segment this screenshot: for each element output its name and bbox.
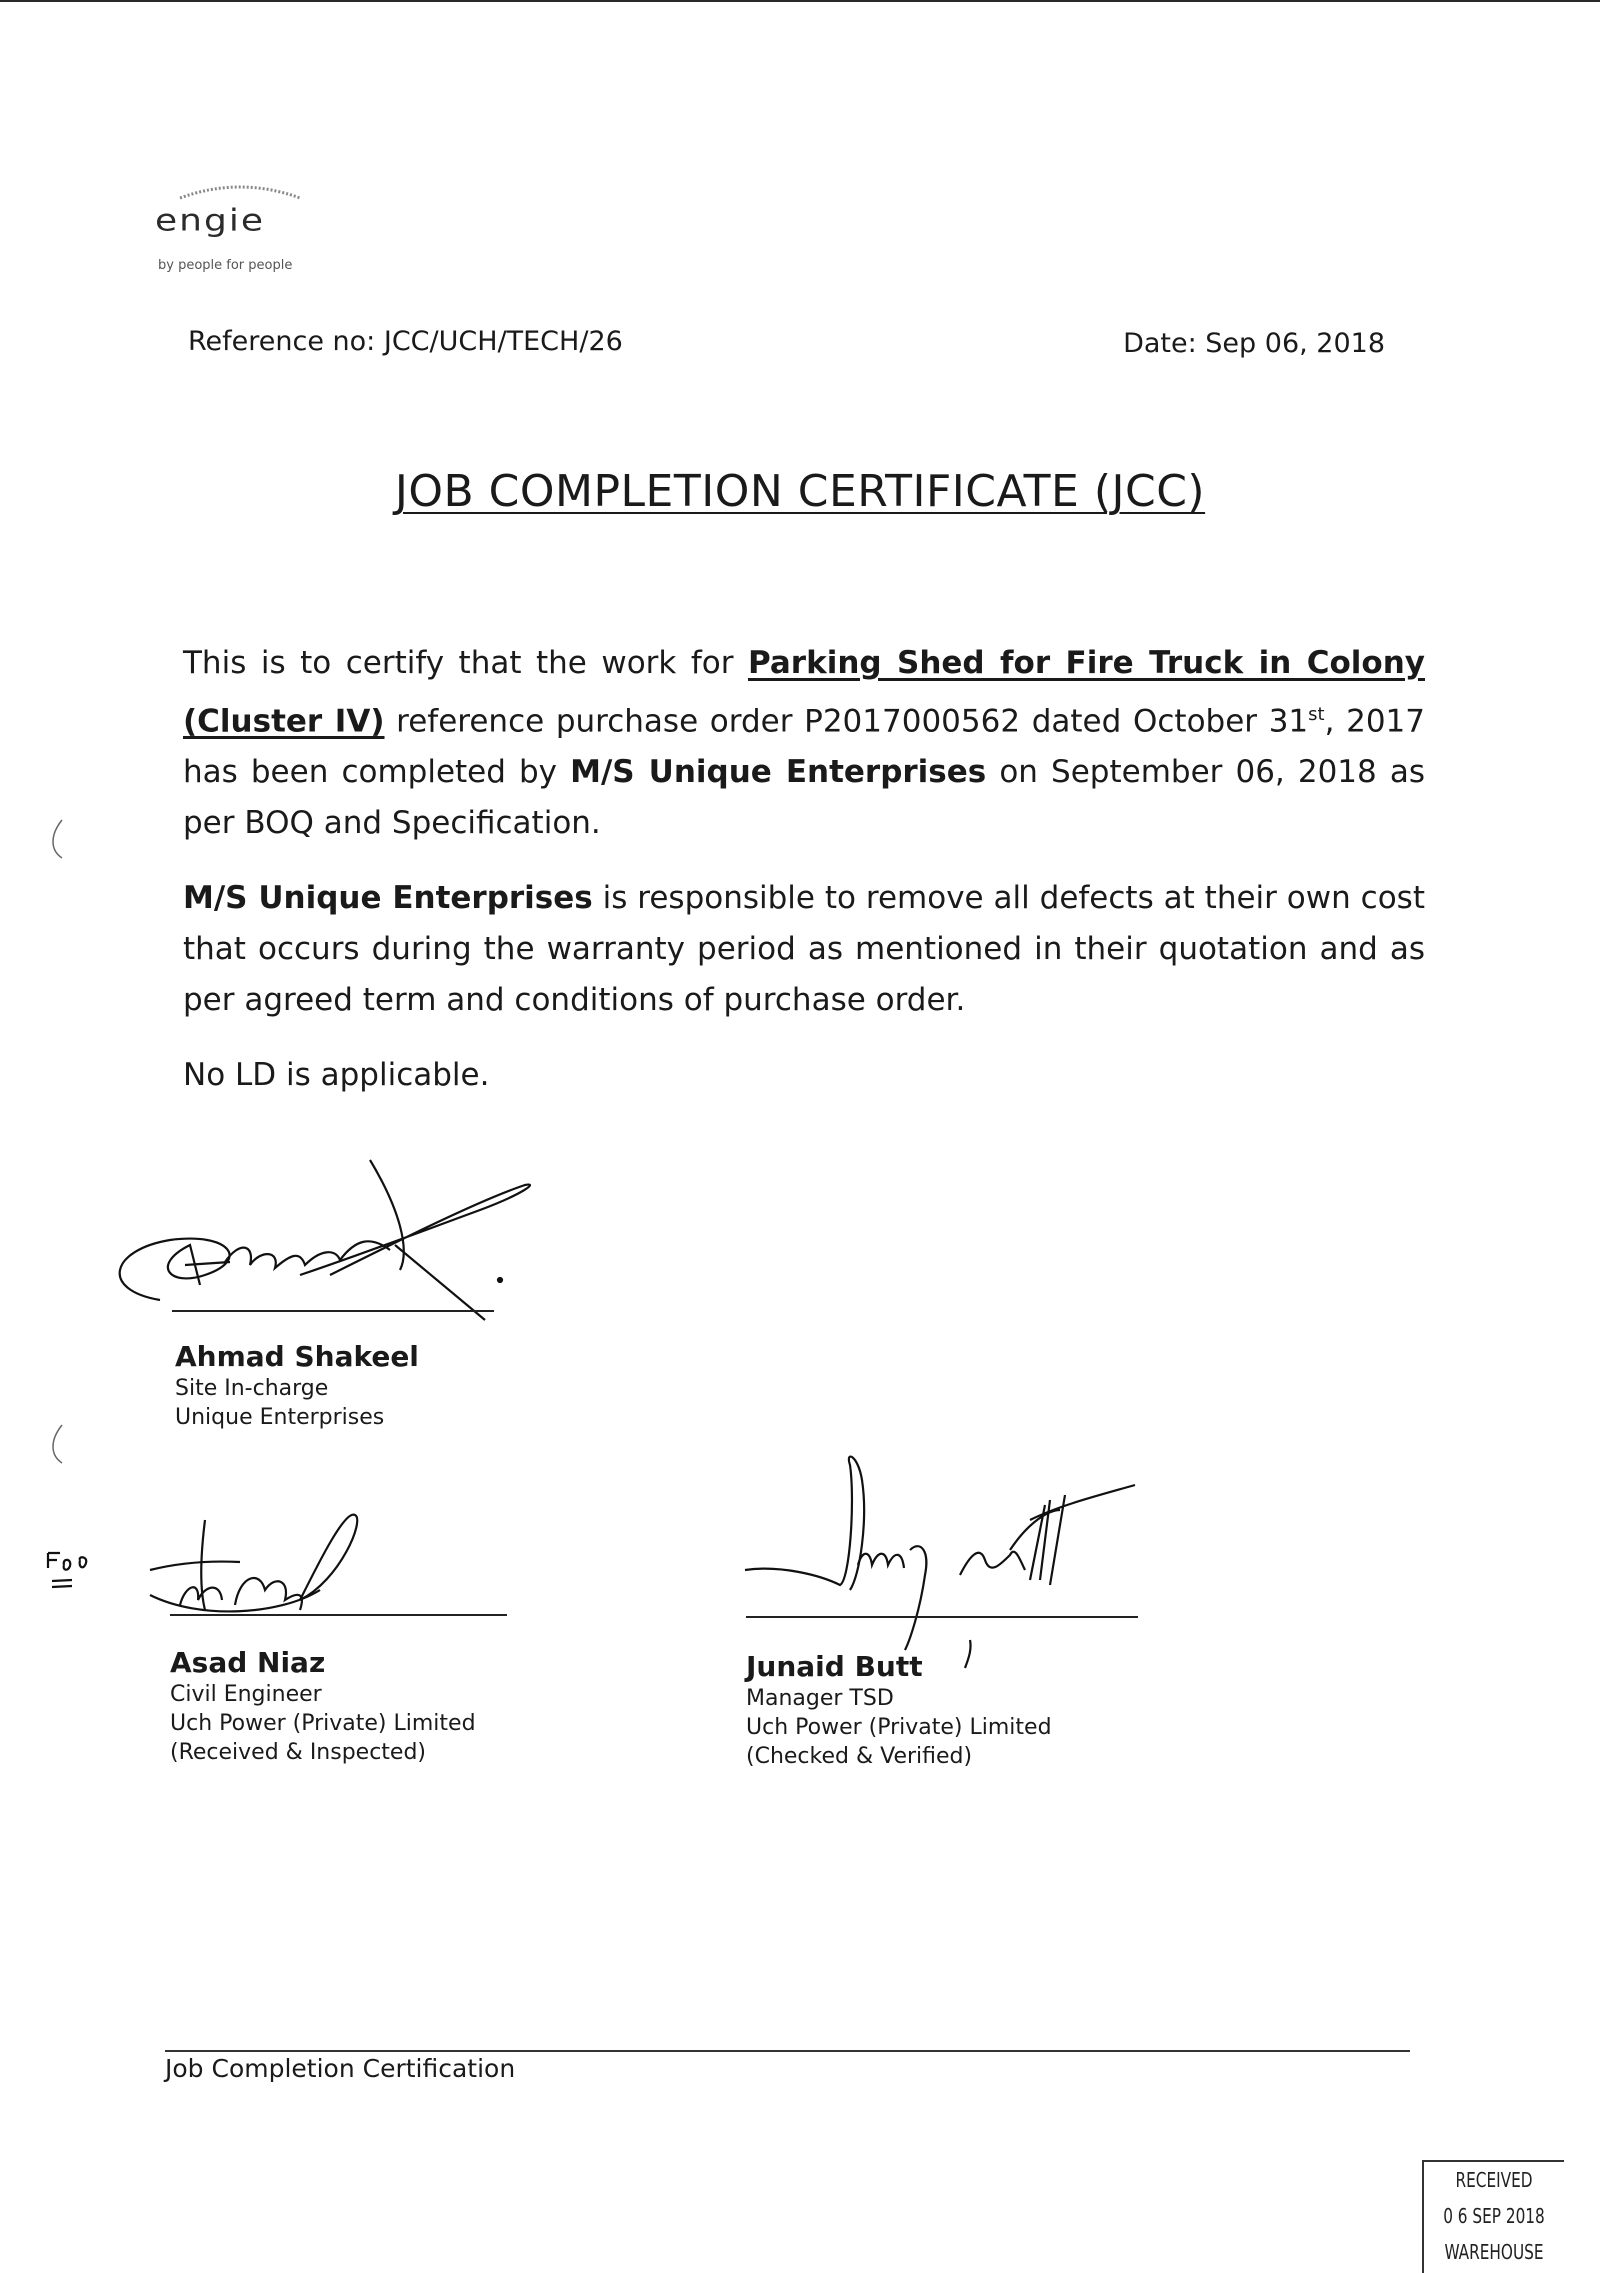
contractor-name: M/S Unique Enterprises (570, 754, 987, 791)
signatory-2-org: Uch Power (Private) Limited (170, 1711, 476, 1736)
p1-after-date: , 2017 has been completed by (183, 703, 1425, 791)
p2-text: is responsible to remove all defects at their own cost that occurs during the warranty period as mentioned in their quotation and as per agreed term and conditions of purchase order. (183, 880, 1425, 1018)
p1-sup: st (1308, 704, 1325, 725)
stamp-line-1: RECEIVED (1455, 2168, 1533, 2192)
document-title (0, 466, 1600, 517)
signatory-3-title: Manager TSD (746, 1686, 894, 1711)
signatory-1-org: Unique Enterprises (175, 1405, 385, 1430)
ld-paragraph: No LD is applicable. (183, 1057, 490, 1093)
signatory-3-details (746, 1684, 1052, 1771)
signature-3-drawing (745, 1457, 1135, 1668)
signatory-2-note: (Received & Inspected) (170, 1740, 427, 1765)
signatory-1-title: Site In-charge (175, 1376, 329, 1401)
signatory-3-note: (Checked & Verified) (746, 1744, 973, 1769)
signatory-2-details (170, 1680, 476, 1767)
document-date: Date: Sep 06, 2018 (1123, 328, 1385, 359)
punch-mark-2 (53, 1425, 62, 1463)
logo-tagline: by people for people (158, 258, 293, 273)
punch-mark-1 (53, 820, 62, 858)
footer-text: Job Completion Certification (165, 2054, 516, 2083)
logo-arc-icon (175, 180, 305, 200)
reference-number: Reference no: JCC/UCH/TECH/26 (188, 326, 623, 357)
received-stamp (1422, 2160, 1564, 2273)
signatory-3-org: Uch Power (Private) Limited (746, 1715, 1052, 1740)
stamp-line-2: 0 6 SEP 2018 (1443, 2204, 1545, 2228)
signatory-1-details (175, 1374, 384, 1432)
p1-intro: This is to certify that the work for (183, 645, 748, 681)
signature-2-drawing (48, 1515, 357, 1612)
page-edge (0, 0, 1600, 2)
p1-tail: on September 06, 2018 as per BOQ and Specification. (183, 754, 1425, 842)
signature-1-drawing (120, 1160, 530, 1320)
signature-line-3 (746, 1616, 1138, 1618)
signature-line-1 (172, 1310, 494, 1312)
logo-word: engie (155, 203, 265, 238)
responsibility-paragraph (183, 873, 1425, 1026)
signatory-1-name: Ahmad Shakeel (175, 1340, 419, 1373)
contractor-name-2: M/S Unique Enterprises (183, 880, 593, 916)
title-text: JOB COMPLETION CERTIFICATE (JCC) (394, 466, 1206, 517)
work-name: Parking Shed for Fire Truck in Colony (Cluster IV) (183, 645, 1425, 740)
stamp-line-3: WAREHOUSE (1444, 2240, 1544, 2264)
signature-line-2 (170, 1614, 507, 1616)
footer-rule (165, 2050, 1410, 2052)
signatory-2-name: Asad Niaz (170, 1646, 326, 1679)
p1-po: reference purchase order P2017000562 dated October 31 (384, 703, 1309, 740)
signatory-2-title: Civil Engineer (170, 1682, 322, 1707)
certification-paragraph (183, 638, 1425, 849)
signatory-3-name: Junaid Butt (746, 1650, 923, 1683)
engie-logo (155, 180, 335, 280)
